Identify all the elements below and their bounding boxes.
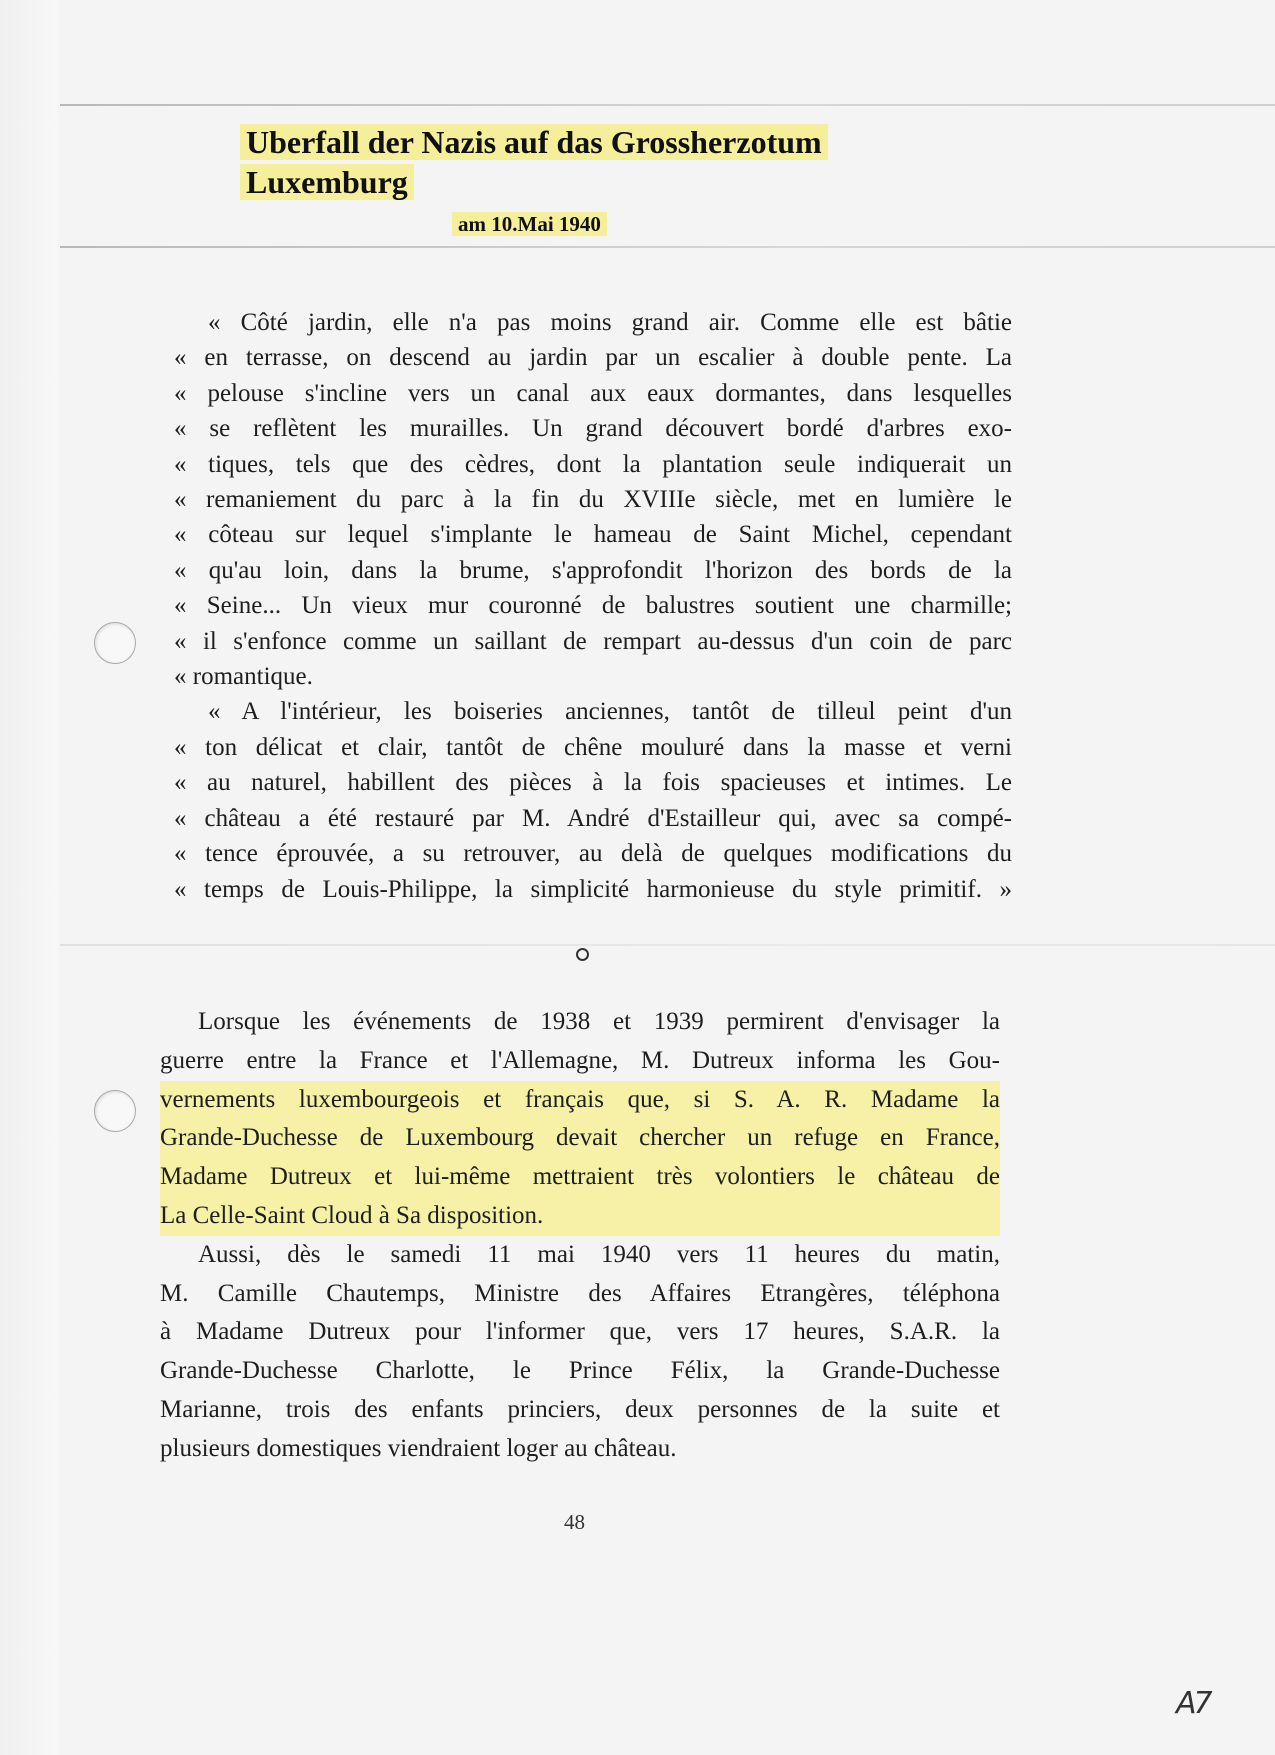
body-line-highlighted: Madame Dutreux et lui-même mettraient très volontiers le château de xyxy=(160,1158,1000,1197)
document-header xyxy=(240,122,960,202)
body-line: guerre entre la France et l'Allemagne, M. Dutreux informa les Gou- xyxy=(160,1046,1000,1074)
body-line: à Madame Dutreux pour l'informer que, vers 17 heures, S.A.R. la xyxy=(160,1318,1000,1346)
body-line: Lorsque les événements de 1938 et 1939 permirent d'envisager la xyxy=(198,1008,1000,1035)
quote-line: « ton délicat et clair, tantôt de chêne mouluré dans la masse et verni xyxy=(174,733,1012,761)
title-line-1: Uberfall der Nazis auf das Grossherzotum xyxy=(240,124,828,160)
body-line: Marianne, trois des enfants princiers, deux personnes de la suite et xyxy=(160,1395,1000,1423)
punch-hole-lower xyxy=(94,1090,136,1132)
quote-line: « se reflètent les murailles. Un grand découvert bordé d'arbres exo- xyxy=(174,415,1012,443)
fold-line-header xyxy=(60,246,1275,248)
body-line: plusieurs domestiques viendraient loger au château. xyxy=(160,1434,677,1462)
quote-block xyxy=(174,305,1012,907)
body-line-highlighted: Grande-Duchesse de Luxembourg devait chercher un refuge en France, xyxy=(160,1119,1000,1158)
fold-line-top xyxy=(60,104,1275,106)
quote-line: « Seine... Un vieux mur couronné de balustres soutient une charmille; xyxy=(174,592,1012,620)
fold-line-middle xyxy=(60,944,1275,946)
quote-line: « en terrasse, on descend au jardin par un escalier à double pente. La xyxy=(174,344,1012,372)
quote-line: « pelouse s'incline vers un canal aux eaux dormantes, dans lesquelles xyxy=(174,379,1012,407)
quote-line: « qu'au loin, dans la brume, s'approfondit l'horizon des bords de la xyxy=(174,556,1012,584)
body-line-highlighted: vernements luxembourgeois et français que, si S. A. R. Madame la xyxy=(160,1081,1000,1120)
body-line: Aussi, dès le samedi 11 mai 1940 vers 11 heures du matin, xyxy=(198,1240,1000,1268)
quote-line: « tiques, tels que des cèdres, dont la plantation seule indiquerait un xyxy=(174,450,1012,478)
quote-line: « au naturel, habillent des pièces à la fois spacieuses et intimes. Le xyxy=(174,769,1012,797)
punch-hole-upper xyxy=(94,622,136,664)
quote-line: « temps de Louis-Philippe, la simplicité harmonieuse du style primitif. » xyxy=(174,875,1012,903)
scan-edge xyxy=(0,0,58,1755)
quote-line: « remaniement du parc à la fin du XVIIIe siècle, met en lumière le xyxy=(174,486,1012,514)
section-ornament-circle xyxy=(576,948,589,961)
quote-line: « A l'intérieur, les boiseries anciennes, tantôt de tilleul peint d'un xyxy=(208,698,1012,726)
quote-line: « château a été restauré par M. André d'Estailleur qui, avec sa compé- xyxy=(174,804,1012,832)
body-text xyxy=(160,1003,1000,1469)
document-date xyxy=(452,212,607,237)
date-text: am 10.Mai 1940 xyxy=(452,212,607,236)
document-title xyxy=(240,122,960,202)
body-line: Grande-Duchesse Charlotte, le Prince Félix, la Grande-Duchesse xyxy=(160,1357,1000,1385)
body-line: M. Camille Chautemps, Ministre des Affaires Etrangères, téléphona xyxy=(160,1279,1000,1307)
quote-line: « Côté jardin, elle n'a pas moins grand air. Comme elle est bâtie xyxy=(208,309,1012,336)
quote-line: « romantique. xyxy=(174,663,313,691)
quote-line: « il s'enfonce comme un saillant de rempart au-dessus d'un coin de parc xyxy=(174,627,1012,655)
body-line-highlighted: La Celle-Saint Cloud à Sa disposition. xyxy=(160,1197,1000,1236)
title-line-2: Luxemburg xyxy=(240,164,414,200)
quote-line: « côteau sur lequel s'implante le hameau de Saint Michel, cependant xyxy=(174,521,1012,549)
page-number: 48 xyxy=(564,1510,585,1534)
handwritten-note: A7 xyxy=(1176,1686,1210,1721)
quote-line: « tence éprouvée, a su retrouver, au delà de quelques modifications du xyxy=(174,840,1012,868)
